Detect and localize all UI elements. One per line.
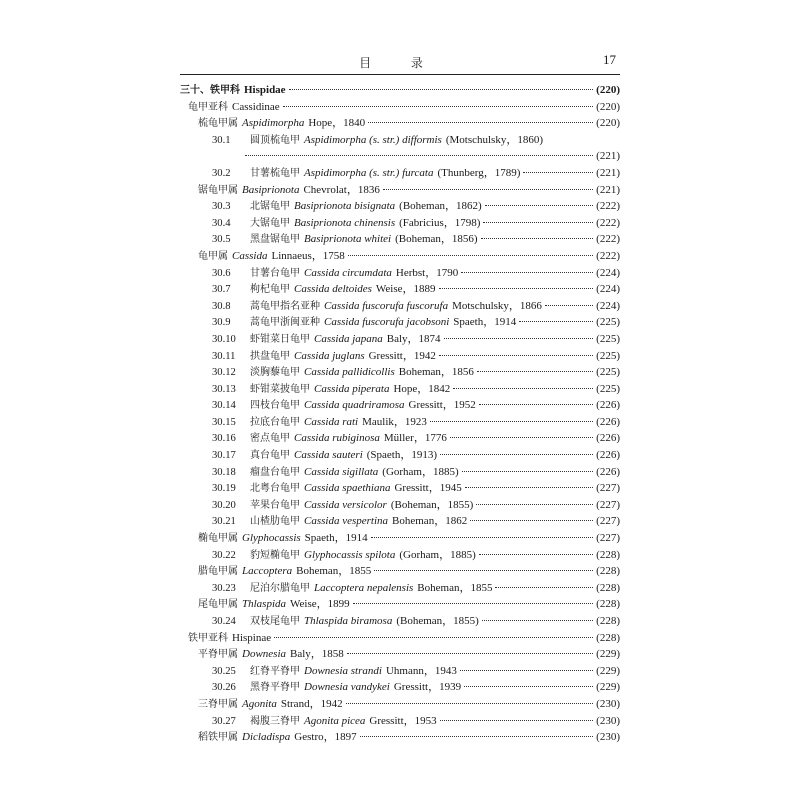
chinese-name: 山楂肋龟甲	[250, 516, 300, 528]
chinese-name: 蒿龟甲指名亚种	[250, 300, 320, 312]
dot-leader	[439, 354, 593, 356]
page-reference: (220)	[596, 117, 620, 130]
toc-species-entry	[180, 381, 620, 398]
dot-leader	[453, 387, 593, 389]
page-reference: (227)	[596, 482, 620, 495]
scientific-name: Thlaspida	[242, 598, 287, 611]
dot-leader	[462, 470, 594, 472]
page-reference: (230)	[596, 697, 620, 710]
page-reference: (224)	[596, 283, 620, 296]
dot-leader	[346, 702, 594, 704]
chinese-name: 大锯龟甲	[250, 217, 290, 229]
toc-species-entry	[180, 679, 620, 696]
page-reference: (229)	[596, 681, 620, 694]
entry-number: 30.21	[212, 516, 236, 528]
toc-species-entry	[180, 513, 620, 530]
dot-leader	[245, 154, 593, 156]
toc-species-entry	[180, 198, 620, 215]
author-citation: Baly，1858	[290, 648, 344, 661]
scientific-name: Cassida fuscorufa jacobsoni	[324, 316, 450, 329]
scientific-name: Cassida piperata	[314, 382, 390, 395]
toc-species-entry	[180, 132, 620, 149]
toc-family-entry	[180, 82, 620, 99]
toc-species-entry	[180, 298, 620, 315]
toc-genus-entry	[180, 729, 620, 746]
scientific-name: Aspidimorpha (s. str.) difformis	[304, 133, 442, 146]
entry-number: 30.11	[212, 350, 236, 362]
author-citation: Chevrolat，1836	[303, 183, 380, 196]
dot-leader	[519, 320, 593, 322]
chinese-name: 锯龟甲属	[198, 184, 238, 196]
toc-genus-entry	[180, 182, 620, 199]
page-reference: (224)	[596, 299, 620, 312]
page-reference: (224)	[596, 266, 620, 279]
toc-genus-entry	[180, 248, 620, 265]
dot-leader	[477, 370, 593, 372]
page-reference: (221)	[596, 166, 620, 179]
page-reference: (222)	[596, 200, 620, 213]
toc-species-entry	[180, 281, 620, 298]
chinese-name: 甘薯梳龟甲	[250, 167, 300, 179]
scientific-name: Dicladispa	[242, 731, 291, 744]
chinese-name: 平脊甲属	[198, 649, 238, 661]
entry-number: 30.15	[212, 416, 236, 428]
toc-genus-entry	[180, 696, 620, 713]
toc-species-entry	[180, 663, 620, 680]
author-citation: Gressitt，1945	[394, 482, 462, 495]
page-reference: (225)	[596, 316, 620, 329]
dot-leader	[460, 669, 593, 671]
entry-number: 30.6	[212, 267, 231, 279]
author-citation: Hope，1842	[393, 382, 451, 395]
toc-species-entry	[180, 265, 620, 282]
author-citation: (Gorham，1885)	[399, 548, 476, 561]
chinese-name: 北锯龟甲	[250, 201, 290, 213]
toc-continuation-line	[180, 148, 620, 165]
toc-species-entry	[180, 414, 620, 431]
chinese-name: 腊龟甲属	[198, 566, 238, 578]
scientific-name: Downesia	[242, 648, 286, 661]
toc-species-entry	[180, 231, 620, 248]
scientific-name: Agonita	[242, 697, 277, 710]
author-citation: Motschulsky，1866	[452, 299, 542, 312]
scientific-name: Cassida sauteri	[294, 449, 363, 462]
dot-leader	[371, 536, 594, 538]
chinese-name: 拉底台龟甲	[250, 416, 300, 428]
chinese-name: 枸杞龟甲	[250, 284, 290, 296]
page-reference: (228)	[596, 548, 620, 561]
toc-species-entry	[180, 165, 620, 182]
toc-species-entry	[180, 464, 620, 481]
chinese-name: 红脊平脊甲	[250, 665, 300, 677]
author-citation: Boheman，1855	[417, 581, 493, 594]
entry-number: 30.26	[212, 682, 236, 694]
author-citation: (Thunberg，1789)	[437, 166, 521, 179]
page-reference: (228)	[596, 631, 620, 644]
latin-name: Hispidae	[244, 84, 286, 96]
chinese-name: 甘薯台龟甲	[250, 267, 300, 279]
page-reference: (220)	[596, 100, 620, 113]
entry-number: 30.25	[212, 665, 236, 677]
toc-species-entry	[180, 713, 620, 730]
author-citation: Weise，1899	[290, 598, 350, 611]
entry-number: 30.7	[212, 284, 231, 296]
page-reference: (220)	[596, 84, 620, 96]
chinese-name: 北粤台龟甲	[250, 483, 300, 495]
author-citation: Linnaeus，1758	[271, 249, 345, 262]
chinese-name: 淡胸藜龟甲	[250, 367, 300, 379]
author-citation: (Boheman，1855)	[396, 615, 479, 627]
entry-number: 30.3	[212, 201, 231, 213]
scientific-name: Cassida japana	[314, 332, 383, 345]
scientific-name: Aspidimorpha	[242, 117, 305, 130]
author-citation: Gressitt，1942	[368, 349, 436, 362]
toc-species-entry	[180, 497, 620, 514]
author-citation: Strand，1942	[280, 697, 343, 710]
chinese-name: 褐腹三脊甲	[250, 715, 300, 727]
dot-leader	[464, 685, 593, 687]
page-header	[180, 50, 620, 72]
dot-leader	[440, 719, 594, 721]
chinese-name: 圆顶梳龟甲	[250, 134, 300, 146]
entry-number: 30.22	[212, 549, 236, 561]
scientific-name: Thlaspida biramosa	[304, 615, 393, 627]
entry-number: 30.9	[212, 317, 231, 329]
scientific-name: Cassida quadriramosa	[304, 399, 405, 412]
author-citation: Gressitt，1952	[408, 399, 476, 412]
dot-leader	[461, 271, 593, 273]
page-reference: (226)	[596, 432, 620, 445]
entry-number: 30.16	[212, 433, 236, 445]
entry-number: 30.27	[212, 715, 236, 727]
toc-genus-entry	[180, 115, 620, 132]
page-reference: (222)	[596, 216, 620, 229]
dot-leader	[430, 420, 593, 422]
chinese-name: 黑脊平脊甲	[250, 682, 300, 694]
dot-leader	[289, 88, 594, 90]
page-reference: (222)	[596, 233, 620, 246]
chinese-name: 瘤盘台龟甲	[250, 466, 300, 478]
entry-number: 30.2	[212, 167, 231, 179]
page-reference: (228)	[596, 598, 620, 611]
author-citation: (Spaeth，1913)	[366, 449, 438, 462]
entry-number: 30.5	[212, 234, 231, 246]
scientific-name: Downesia vandykei	[304, 681, 390, 694]
chinese-name: 黑盘锯龟甲	[250, 234, 300, 246]
page-number: 17	[603, 52, 616, 67]
chinese-name: 拱盘龟甲	[250, 350, 290, 362]
scientific-name: Laccoptera nepalensis	[314, 581, 414, 594]
page-reference: (221)	[596, 183, 620, 196]
page-reference: (229)	[596, 648, 620, 661]
chinese-name: 铁甲亚科	[188, 632, 228, 644]
entry-number: 30.1	[212, 134, 231, 146]
scientific-name: Cassida spaethiana	[304, 482, 391, 495]
author-citation: (Fabricius，1798)	[399, 216, 481, 229]
chinese-name: 梳龟甲属	[198, 118, 238, 130]
scientific-name: Basiprionota	[242, 183, 300, 196]
dot-leader	[523, 171, 593, 173]
author-citation: Spaeth，1914	[453, 316, 517, 329]
scientific-name: Cassida juglans	[294, 349, 365, 362]
dot-leader	[383, 188, 593, 190]
dot-leader	[470, 519, 593, 521]
chinese-name: 虾钳菜日龟甲	[250, 333, 310, 345]
page-reference: (226)	[596, 415, 620, 428]
toc-genus-entry	[180, 646, 620, 663]
header-rule	[180, 74, 620, 75]
dot-leader	[444, 337, 594, 339]
author-citation: Baly，1874	[386, 332, 441, 345]
scientific-name: Cassida	[232, 249, 268, 262]
entry-number: 30.19	[212, 483, 236, 495]
dot-leader	[465, 486, 593, 488]
chinese-name: 稻铁甲属	[198, 732, 238, 744]
scientific-name: Laccoptera	[242, 565, 293, 578]
latin-name: Cassidinae	[232, 100, 280, 113]
page-reference: (228)	[596, 565, 620, 578]
dot-leader	[485, 204, 594, 206]
toc-subfamily-entry	[180, 99, 620, 116]
chinese-name: 虾钳菜披龟甲	[250, 383, 310, 395]
chinese-name: 三脊甲属	[198, 698, 238, 710]
dot-leader	[476, 503, 593, 505]
entry-number: 30.10	[212, 333, 236, 345]
chinese-name: 三十、铁甲科	[180, 85, 240, 96]
toc-species-entry	[180, 331, 620, 348]
scientific-name: Cassida pallidicollis	[304, 366, 395, 379]
dot-leader	[483, 221, 593, 223]
author-citation: Spaeth，1914	[304, 532, 368, 545]
author-citation: Boheman，1856	[398, 366, 474, 379]
chinese-name: 尼泊尔腊龟甲	[250, 582, 310, 594]
toc-genus-entry	[180, 596, 620, 613]
dot-leader	[481, 237, 594, 239]
scientific-name: Cassida fuscorufa fuscorufa	[324, 299, 449, 312]
author-citation: Uhmann，1943	[385, 664, 457, 677]
page-reference: (225)	[596, 366, 620, 379]
dot-leader	[374, 569, 593, 571]
scientific-name: Cassida sigillata	[304, 465, 379, 478]
entry-number: 30.14	[212, 400, 236, 412]
table-of-contents	[180, 82, 620, 746]
toc-species-entry	[180, 480, 620, 497]
entry-number: 30.4	[212, 217, 231, 229]
dot-leader	[479, 553, 593, 555]
scientific-name: Cassida versicolor	[304, 498, 387, 511]
entry-number: 30.8	[212, 300, 231, 312]
scientific-name: Cassida rubiginosa	[294, 432, 380, 445]
page-reference: (226)	[596, 449, 620, 462]
chinese-name: 密点龟甲	[250, 433, 290, 445]
author-citation: Gressitt，1953	[369, 714, 437, 727]
scientific-name: Basiprionota chinensis	[294, 216, 396, 229]
toc-species-entry	[180, 580, 620, 597]
running-title: 目 录	[359, 56, 441, 70]
dot-leader	[368, 121, 593, 123]
entry-number: 30.12	[212, 367, 236, 379]
author-citation: (Gorham，1885)	[382, 465, 459, 478]
chinese-name: 苹果台龟甲	[250, 499, 300, 511]
chinese-name: 椭龟甲属	[198, 533, 238, 545]
dot-leader	[450, 436, 593, 438]
page-reference: (230)	[596, 714, 620, 727]
page-reference: (227)	[596, 498, 620, 511]
toc-subfamily-entry	[180, 630, 620, 647]
chinese-name: 豹短椭龟甲	[250, 549, 300, 561]
entry-number: 30.13	[212, 383, 236, 395]
author-citation: Müller，1776	[383, 432, 447, 445]
dot-leader	[545, 304, 593, 306]
entry-number: 30.24	[212, 616, 236, 627]
chinese-name: 尾龟甲属	[198, 599, 238, 611]
author-citation: (Boheman，1856)	[395, 233, 478, 246]
scientific-name: Cassida circumdata	[304, 266, 392, 279]
scientific-name: Cassida rati	[304, 415, 359, 428]
scientific-name: Basiprionota bisignata	[294, 200, 396, 213]
scientific-name: Aspidimorpha (s. str.) furcata	[304, 166, 434, 179]
latin-name: Hispinae	[232, 631, 272, 644]
chinese-name: 蒿龟甲浙闽亚种	[250, 317, 320, 329]
scientific-name: Cassida deltoides	[294, 283, 372, 296]
page-reference: (229)	[596, 664, 620, 677]
page-reference: (226)	[596, 465, 620, 478]
toc-species-entry	[180, 215, 620, 232]
toc-species-entry	[180, 364, 620, 381]
dot-leader	[439, 287, 594, 289]
scientific-name: Agonita picea	[304, 714, 366, 727]
page-reference: (222)	[596, 249, 620, 262]
toc-species-entry	[180, 397, 620, 414]
author-citation: (Boheman，1855)	[390, 498, 474, 511]
scientific-name: Cassida vespertina	[304, 515, 389, 528]
toc-species-entry	[180, 314, 620, 331]
dot-leader	[283, 105, 594, 107]
dot-leader	[360, 735, 594, 737]
author-citation: Boheman，1855	[296, 565, 372, 578]
page-reference: (227)	[596, 515, 620, 528]
dot-leader	[274, 636, 593, 638]
author-citation: Gressitt，1939	[393, 681, 462, 694]
toc-genus-entry	[180, 530, 620, 547]
author-citation: (Boheman，1862)	[399, 200, 482, 213]
dot-leader	[440, 453, 593, 455]
dot-leader	[495, 586, 593, 588]
toc-species-entry	[180, 447, 620, 464]
chinese-name: 龟甲亚科	[188, 101, 228, 113]
dot-leader	[353, 602, 594, 604]
dot-leader	[479, 403, 593, 405]
toc-species-entry	[180, 547, 620, 564]
toc-genus-entry	[180, 563, 620, 580]
entry-number: 30.17	[212, 450, 236, 462]
page-reference: (225)	[596, 349, 620, 362]
entry-number: 30.20	[212, 499, 236, 511]
page-reference: (221)	[596, 150, 620, 163]
page-reference: (227)	[596, 532, 620, 545]
page-reference: (228)	[596, 581, 620, 594]
page-reference: (226)	[596, 399, 620, 412]
author-citation: Gestro，1897	[294, 731, 357, 744]
page-reference: (225)	[596, 382, 620, 395]
author-citation: Herbst，1790	[395, 266, 459, 279]
scientific-name: Glyphocassis	[242, 532, 301, 545]
toc-species-entry	[180, 348, 620, 365]
author-citation: Weise，1889	[375, 283, 436, 296]
chinese-name: 龟甲属	[198, 250, 228, 262]
author-citation: Hope，1840	[308, 117, 366, 130]
dot-leader	[348, 254, 593, 256]
chinese-name: 真台龟甲	[250, 450, 290, 462]
scientific-name: Basiprionota whitei	[304, 233, 392, 246]
chinese-name: 四枝台龟甲	[250, 400, 300, 412]
page-reference: (230)	[596, 731, 620, 744]
scientific-name: Downesia strandi	[304, 664, 382, 677]
entry-number: 30.18	[212, 466, 236, 478]
page-reference: (225)	[596, 332, 620, 345]
author-citation: Boheman，1862	[392, 515, 468, 528]
dot-leader	[482, 619, 593, 621]
chinese-name: 双枝尾龟甲	[250, 616, 300, 627]
dot-leader	[347, 652, 593, 654]
entry-number: 30.23	[212, 582, 236, 594]
toc-species-entry	[180, 613, 620, 630]
author-citation: (Motschulsky，1860)	[445, 133, 543, 146]
page-reference: (228)	[596, 615, 620, 627]
scientific-name: Glyphocassis spilota	[304, 548, 396, 561]
toc-species-entry	[180, 430, 620, 447]
author-citation: Maulik，1923	[362, 415, 427, 428]
